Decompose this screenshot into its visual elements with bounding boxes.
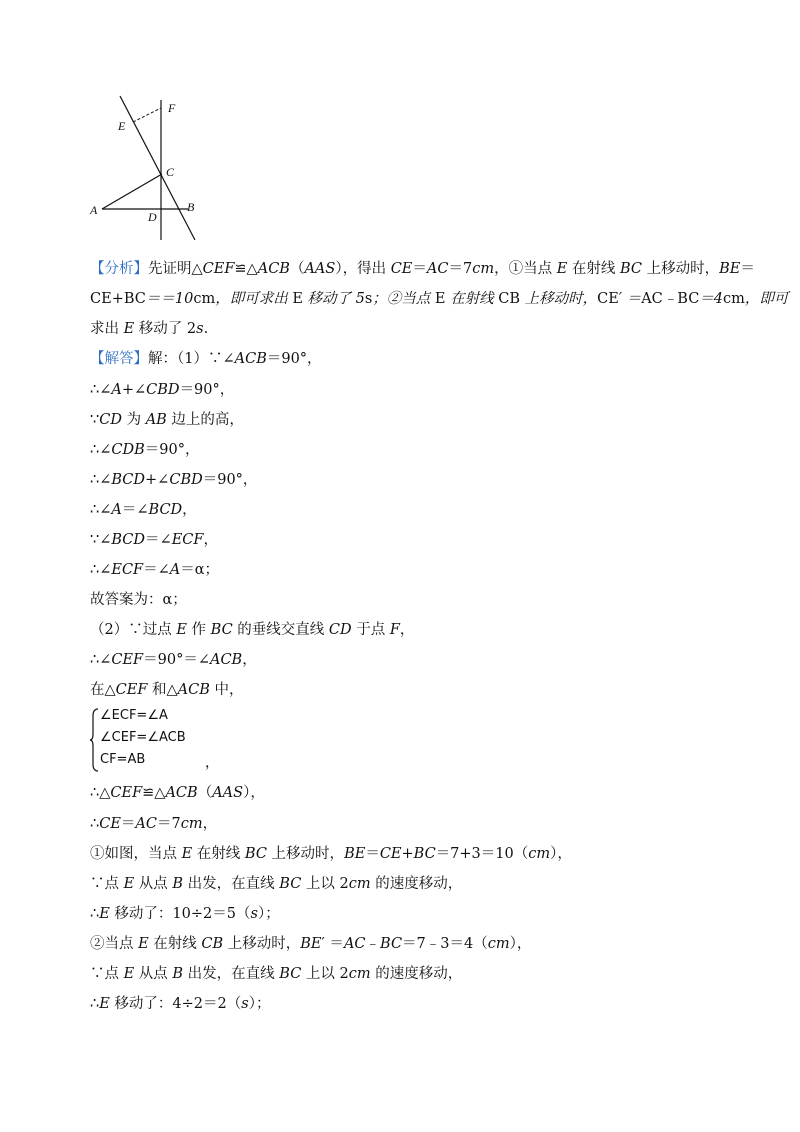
solution-line xyxy=(90,410,244,430)
text-segment: ， xyxy=(203,532,218,548)
text-segment: ≌△ xyxy=(142,785,166,801)
math-variable: ACB xyxy=(177,682,210,698)
text-run xyxy=(90,906,280,922)
text-segment: ＝7﹣3＝4（ xyxy=(402,936,488,952)
text-segment: 移动了：4÷2＝2（ xyxy=(109,996,242,1012)
text-run xyxy=(148,261,755,277)
text-segment: 为 xyxy=(121,412,146,428)
text-segment: 的垂线交直线 xyxy=(232,622,329,638)
text-segment: ＝90°， xyxy=(266,351,322,367)
math-variable: ACB xyxy=(234,351,267,367)
text-segment: CB xyxy=(498,291,520,307)
text-run xyxy=(148,351,322,367)
solution-line-1 xyxy=(90,349,322,369)
text-run xyxy=(90,996,270,1012)
math-variable: CBD xyxy=(169,472,203,488)
text-run xyxy=(90,472,257,488)
math-variable: A xyxy=(169,562,181,578)
text-segment: ∴△ xyxy=(90,785,111,801)
math-variable: CD xyxy=(99,412,122,428)
math-variable: E xyxy=(138,936,149,952)
label-e: E xyxy=(118,119,126,133)
math-variable: CEF xyxy=(202,261,235,277)
math-variable: AAS xyxy=(212,785,244,801)
math-variable: E xyxy=(123,321,135,337)
text-segment: ∴∠ xyxy=(90,472,112,488)
text-segment: 上移动时， xyxy=(223,936,301,952)
text-segment: 先证明△ xyxy=(148,261,203,277)
math-variable: cm xyxy=(180,816,203,832)
math-variable: AB xyxy=(145,412,167,428)
solution-line xyxy=(90,500,197,520)
math-variable: F xyxy=(389,622,400,638)
solution-line xyxy=(90,904,280,924)
text-segment: +∠ xyxy=(145,472,170,488)
solution-line xyxy=(90,440,199,460)
math-variable: cm xyxy=(348,966,371,982)
equation-3: CF=AB xyxy=(100,752,146,767)
text-segment: ≌△ xyxy=(234,261,258,277)
text-segment: 求出 xyxy=(90,321,124,337)
label-a: A xyxy=(90,203,98,217)
equation-1: ∠ECF=∠A xyxy=(100,708,168,723)
text-run xyxy=(90,442,199,458)
text-run xyxy=(90,682,244,698)
text-segment: ＝7+3＝10（ xyxy=(435,846,529,862)
math-variable: cm xyxy=(528,846,551,862)
math-variable: CBD xyxy=(146,382,180,398)
text-segment: ∴∠ xyxy=(90,562,112,578)
math-variable: 上移动时， xyxy=(519,291,598,307)
text-segment: 作 xyxy=(186,622,211,638)
math-variable: AC xyxy=(426,261,449,277)
text-segment: ）， xyxy=(509,936,532,952)
math-variable: BE xyxy=(344,846,366,862)
solution-line xyxy=(90,470,257,490)
text-run xyxy=(90,321,208,337)
text-segment: ①如图，当点 xyxy=(90,846,182,862)
solution-line xyxy=(90,680,244,700)
text-segment: ， xyxy=(182,502,197,518)
text-segment: cm xyxy=(723,291,745,307)
math-variable: ，即可 xyxy=(744,291,789,307)
text-segment: 边上的高， xyxy=(166,412,244,428)
text-run xyxy=(90,846,572,862)
text-segment: ）； xyxy=(248,996,271,1012)
text-segment: （2）∵过点 xyxy=(90,622,177,638)
math-variable: 移动了 5 xyxy=(302,291,365,307)
text-segment: 中， xyxy=(209,682,244,698)
text-segment: 上移动时， xyxy=(642,261,720,277)
text-segment: 解：（1）∵∠ xyxy=(148,351,235,367)
math-variable: ACB xyxy=(209,652,243,668)
equation-system xyxy=(90,708,290,772)
text-segment: 移动了：10÷2＝5（ xyxy=(109,906,251,922)
math-variable: + xyxy=(111,291,124,307)
solution-line xyxy=(90,380,234,400)
math-variable: BC xyxy=(279,966,302,982)
text-segment: BC xyxy=(677,291,700,307)
text-run xyxy=(90,382,234,398)
text-segment: （ xyxy=(197,785,213,801)
math-variable: cm xyxy=(472,261,495,277)
text-segment: CE xyxy=(597,291,619,307)
math-variable: E xyxy=(123,966,135,982)
text-segment: cm xyxy=(193,291,216,307)
math-variable: B xyxy=(172,876,184,892)
analysis-line-2 xyxy=(90,289,788,309)
text-segment: ∵∠ xyxy=(90,532,112,548)
math-variable: ACB xyxy=(165,785,198,801)
text-segment: ＝α； xyxy=(180,562,220,578)
text-run xyxy=(90,966,462,982)
math-variable: BE xyxy=(300,936,322,952)
solution-line xyxy=(90,650,257,670)
math-variable: BC xyxy=(620,261,643,277)
math-variable: E xyxy=(181,846,193,862)
math-variable: BC xyxy=(279,876,302,892)
text-segment: 在△ xyxy=(90,682,116,698)
text-run xyxy=(90,652,257,668)
math-variable: CE xyxy=(99,816,121,832)
math-variable: s xyxy=(196,321,204,337)
text-segment: ∴∠ xyxy=(90,652,112,668)
text-segment: ＝ xyxy=(740,261,755,277)
text-segment: 从点 xyxy=(134,966,173,982)
text-segment: ＝90°， xyxy=(179,382,235,398)
text-segment: ∴ xyxy=(90,906,100,922)
text-run xyxy=(90,562,219,578)
math-variable: ′ ＝ xyxy=(618,291,642,307)
math-variable: CEF xyxy=(110,785,143,801)
text-segment: ∴ xyxy=(90,996,100,1012)
system-comma: ， xyxy=(205,755,219,771)
text-segment: ∵点 xyxy=(90,966,124,982)
dashed-segment-ef xyxy=(133,108,161,122)
analysis-line-1 xyxy=(90,259,755,279)
text-segment: ＝∠ xyxy=(145,532,172,548)
solution-line xyxy=(90,964,462,984)
math-variable: AAS xyxy=(304,261,336,277)
math-variable: BCD xyxy=(111,472,146,488)
text-segment: + xyxy=(401,846,414,862)
label-b: B xyxy=(187,200,195,214)
text-segment: ∴ xyxy=(90,816,100,832)
text-segment: 的速度移动， xyxy=(370,966,463,982)
text-segment: ＝∠ xyxy=(143,562,170,578)
math-variable: ECF xyxy=(111,562,144,578)
text-segment: ∵ xyxy=(90,412,100,428)
math-variable: ＝＝10 xyxy=(145,291,194,307)
math-variable: A xyxy=(111,382,122,398)
math-variable: BC xyxy=(413,846,436,862)
text-segment: AC xyxy=(641,291,663,307)
math-variable: CEF xyxy=(111,652,144,668)
text-segment: ②当点 xyxy=(90,936,139,952)
solution-line xyxy=(90,590,187,610)
math-variable: B xyxy=(172,966,184,982)
text-segment: ∴∠ xyxy=(90,382,112,398)
math-variable: AC xyxy=(135,816,157,832)
math-variable: cm xyxy=(487,936,510,952)
math-variable: E xyxy=(99,996,110,1012)
text-segment: ＝90°＝∠ xyxy=(143,652,210,668)
math-variable: CD xyxy=(328,622,352,638)
text-segment: 上移动时， xyxy=(266,846,345,862)
math-variable: CB xyxy=(201,936,224,952)
text-segment: ′ ＝ xyxy=(321,936,344,952)
text-segment: ＝7 xyxy=(448,261,473,277)
math-variable: CDB xyxy=(111,442,145,458)
text-run xyxy=(90,532,218,548)
text-run xyxy=(90,291,788,307)
text-segment: ∵点 xyxy=(90,876,124,892)
text-segment: 上以 2 xyxy=(301,876,349,892)
line-through-e-c-b xyxy=(120,96,195,240)
solution-line xyxy=(90,783,265,803)
solution-line xyxy=(90,994,270,1014)
solution-line xyxy=(90,814,217,834)
text-run xyxy=(90,816,217,832)
text-segment: ， xyxy=(202,816,218,832)
text-segment: E xyxy=(292,291,303,307)
math-variable: E xyxy=(99,906,110,922)
text-segment: ∴∠ xyxy=(90,502,112,518)
math-variable: ECF xyxy=(171,532,204,548)
text-segment: 的速度移动， xyxy=(370,876,463,892)
text-segment: ＝∠ xyxy=(121,502,149,518)
text-segment: ， xyxy=(242,652,257,668)
text-segment: ＝90°， xyxy=(202,472,258,488)
text-segment: 从点 xyxy=(134,876,173,892)
math-variable: s xyxy=(241,996,249,1012)
text-segment: ，①当点 xyxy=(494,261,557,277)
segment-ac xyxy=(102,174,162,209)
math-variable: E xyxy=(556,261,568,277)
text-segment: ）； xyxy=(257,906,280,922)
text-segment: ∴∠ xyxy=(90,442,112,458)
text-segment: CE xyxy=(90,291,112,307)
geometry-figure xyxy=(88,92,208,240)
text-segment: 出发，在直线 xyxy=(183,876,280,892)
text-segment: E xyxy=(434,291,446,307)
text-segment: 在射线 xyxy=(148,936,202,952)
solution-line xyxy=(90,560,219,580)
text-run xyxy=(90,622,414,638)
text-segment: ）， xyxy=(243,785,265,801)
text-run xyxy=(90,785,265,801)
solution-line xyxy=(90,844,572,864)
text-run xyxy=(90,412,244,428)
text-segment: （ xyxy=(289,261,305,277)
text-segment: BC xyxy=(123,291,146,307)
label-d: D xyxy=(148,210,157,224)
left-brace-icon xyxy=(90,708,100,772)
math-variable: cm xyxy=(348,876,371,892)
math-variable: s xyxy=(250,906,258,922)
math-variable: 在射线 xyxy=(445,291,499,307)
text-segment: 在射线 xyxy=(192,846,245,862)
text-run xyxy=(90,876,462,892)
solution-line xyxy=(90,874,462,894)
math-variable: BE xyxy=(719,261,741,277)
text-segment: ﹣ xyxy=(365,936,381,952)
text-segment: ＝7 xyxy=(157,816,181,832)
math-variable: CE xyxy=(390,261,413,277)
text-segment: ），得出 xyxy=(335,261,391,277)
text-segment: ＝ xyxy=(120,816,136,832)
text-run xyxy=(90,592,187,608)
text-segment: . xyxy=(203,321,209,337)
math-variable: AC xyxy=(343,936,366,952)
math-variable: BC xyxy=(210,622,233,638)
text-run xyxy=(90,502,197,518)
math-variable: BCD xyxy=(111,532,146,548)
text-segment: ＝ xyxy=(365,846,380,862)
label-c: C xyxy=(166,165,175,179)
math-variable: BC xyxy=(380,936,403,952)
math-variable: E xyxy=(176,622,187,638)
equation-2: ∠CEF=∠ACB xyxy=(100,730,186,745)
math-variable: ACB xyxy=(257,261,290,277)
text-segment: ）， xyxy=(550,846,572,862)
analysis-line-3 xyxy=(90,319,208,339)
solution-line xyxy=(90,530,218,550)
solution-tag: 【解答】 xyxy=(90,351,148,367)
solution-line xyxy=(90,934,531,954)
text-segment: 在射线 xyxy=(567,261,620,277)
text-segment: +∠ xyxy=(121,382,147,398)
text-segment: ， xyxy=(399,622,415,638)
text-segment: 于点 xyxy=(351,622,390,638)
math-variable: ＝4 xyxy=(699,291,724,307)
analysis-tag: 【分析】 xyxy=(90,261,148,277)
text-segment: ＝ xyxy=(412,261,427,277)
text-run xyxy=(90,936,531,952)
math-variable: ；②当点 xyxy=(372,291,435,307)
text-segment: 出发，在直线 xyxy=(183,966,280,982)
text-segment: 和△ xyxy=(147,682,178,698)
text-segment: 移动了 2 xyxy=(134,321,197,337)
text-segment: ＝90°， xyxy=(144,442,200,458)
solution-line xyxy=(90,620,414,640)
math-variable: CE xyxy=(379,846,402,862)
math-variable: ，即可求出 xyxy=(215,291,293,307)
text-segment: s xyxy=(364,291,373,307)
label-f: F xyxy=(168,101,176,115)
text-segment: 上以 2 xyxy=(301,966,349,982)
math-variable: BC xyxy=(244,846,267,862)
text-segment: 故答案为：α； xyxy=(90,592,187,608)
math-variable: A xyxy=(111,502,122,518)
math-variable: CEF xyxy=(115,682,148,698)
math-variable: ﹣ xyxy=(662,291,678,307)
math-variable: BCD xyxy=(148,502,183,518)
math-variable: E xyxy=(123,876,135,892)
